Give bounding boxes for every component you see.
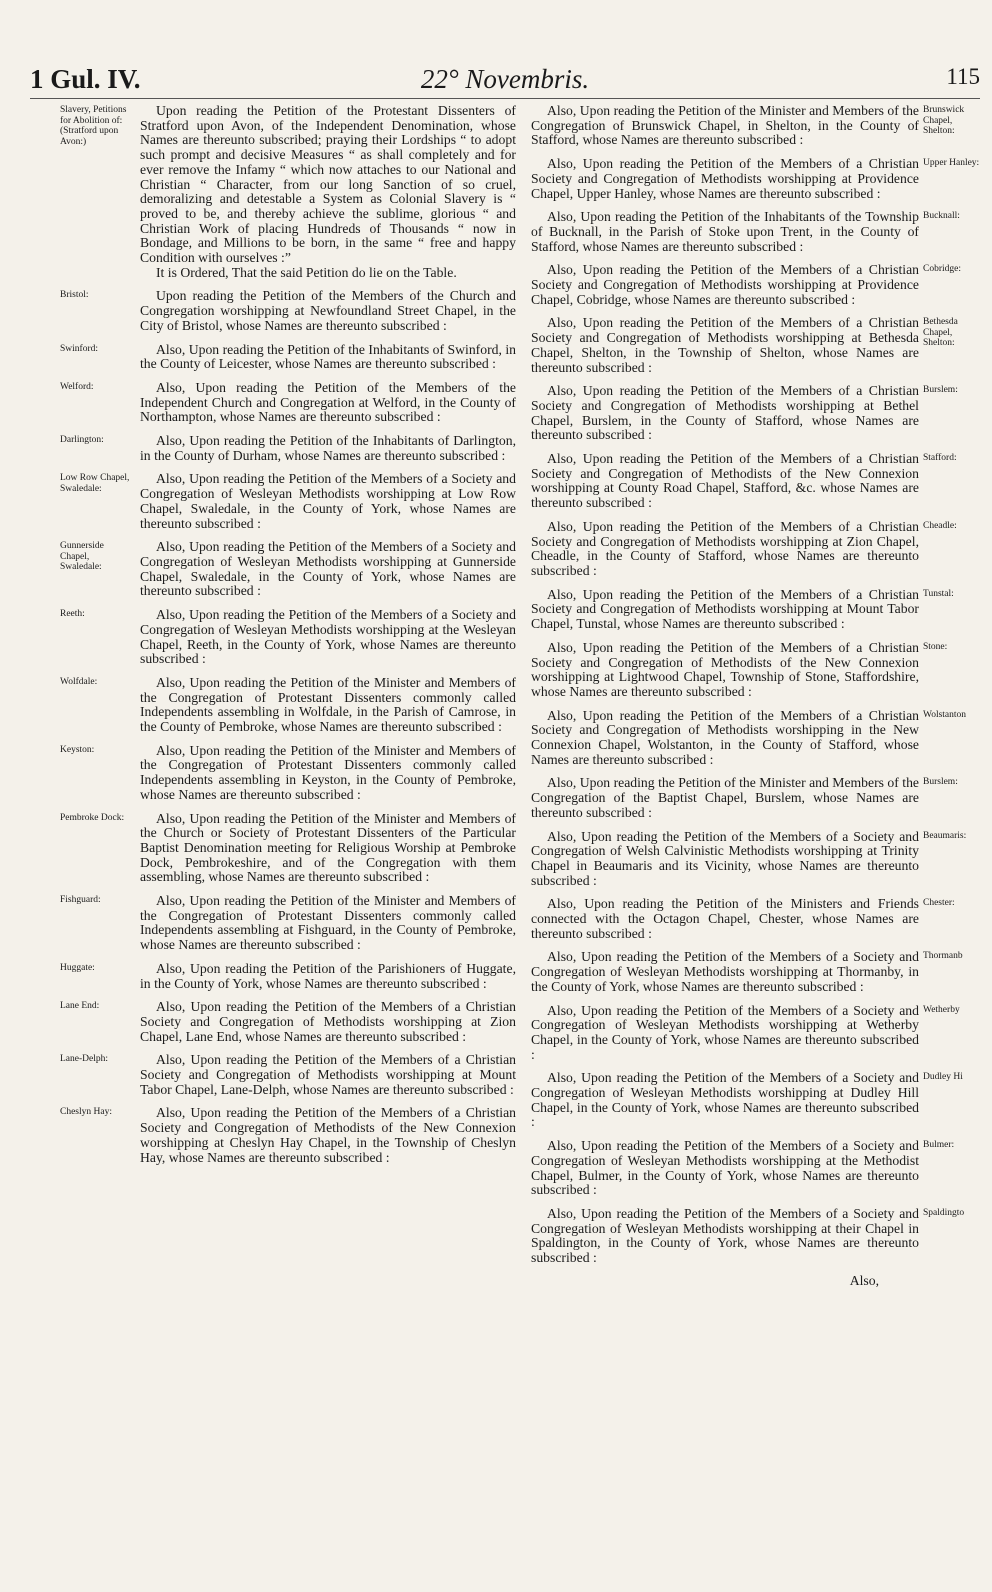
entry-text: Upon reading the Petition of the Protestant Dissenters of Stratford upon Avon, of the Independent Denomination, whose Names are thereunto subscribed; praying their Lordships “ to adopt such prompt and decisive Measures “ as shall completely and for ever remove the Infamy “ which now attaches to our National and Christian “ Character, from our long Sanction of so cruel, demoralizing and detestable a System as Colonial Slavery is “ proved to be, and thereby achieve the sublime, glorious “ and Christian Work of placing Hundreds of Thousands “ now in Bondage, and Millions to be born, in the same “ free and happy Condition with ourselves :” xyxy=(140,103,516,266)
petition-entry xyxy=(60,1105,516,1165)
entry-text: Also, Upon reading the Petition of the Members of a Society and Congregation of Wesleyan Methodists worshipping at Thormanby, in the County of York, whose Names are thereunto subscribed : xyxy=(531,949,919,994)
margin-note: Lane End: xyxy=(60,1001,100,1012)
margin-note: Wolstanton xyxy=(923,709,967,720)
entry-text: Also, Upon reading the Petition of the Minister and Members of the Church or Society of Protestant Dissenters of the Particular Baptist Denomination meeting for Religious Worship at Pembroke Dock, Pembrokeshire, and of the Congregation with them assembling, whose Names are thereunto subscribed : xyxy=(140,810,516,885)
petition-entry xyxy=(60,893,516,953)
petition-entry xyxy=(531,586,954,632)
petition-entry xyxy=(531,775,958,820)
margin-note: Tunstal: xyxy=(923,588,954,599)
entry-text: Also, Upon reading the Petition of the Members of a Society and Congregation of Wesleyan Methodists worshipping at the Wesleyan Chapel, Reeth, in the County of York, whose Names are thereunto subscribed : xyxy=(140,607,516,667)
margin-note: Welford: xyxy=(60,381,94,392)
margin-note: Wetherby xyxy=(923,1004,960,1015)
petition-entry xyxy=(60,999,516,1044)
entry-text: Also, Upon reading the Petition of the Members of a Christian Society and Congregation of Methodists of the New Connexion worshipping at Lightwood Chapel, Township of Stone, Staffordshire, whose Names are thereunto subscribed : xyxy=(531,639,919,699)
petition-entry xyxy=(531,103,965,148)
margin-note: Cobridge: xyxy=(923,264,961,275)
petition-entry xyxy=(531,451,957,511)
entry-text: Also, Upon reading the Petition of the Members of a Christian Society and Congregation of Methodists of the New Connexion worshipping at Cheslyn Hay Chapel, in the Township of Cheslyn Hay, whose Names are thereunto subscribed : xyxy=(140,1105,516,1165)
entry-text: Also, Upon reading the Petition of the Members of a Christian Society and Congregation of Methodists worshipping at Bethel Chapel, Burslem, in the County of Stafford, whose Names are thereunto subscribed : xyxy=(531,383,919,443)
entry-text: Also, Upon reading the Petition of the Members of a Christian Society and Congregation of Methodists worshipping at Bethesda Chapel, Shelton, in the Township of Shelton, whose Names are thereunto subscribed : xyxy=(531,315,919,375)
entry-text: Also, Upon reading the Petition of the Members of a Christian Society and Congregation of Methodists worshipping in the New Connexion Chapel, Wolstanton, in the County of Stafford, whose Names are thereunto subscribed : xyxy=(531,707,919,767)
entry-text: Also, Upon reading the Petition of the Parishioners of Huggate, in the County of York, whose Names are thereunto subscribed : xyxy=(140,960,516,991)
petition-entry xyxy=(531,1002,960,1063)
header-rule xyxy=(30,98,980,99)
petition-entry xyxy=(60,960,516,991)
margin-note: Bucknall: xyxy=(923,211,960,222)
entry-text: Also, Upon reading the Petition of the Inhabitants of the Township of Bucknall, in the Parish of Stoke upon Trent, in the County of Stafford, whose Names are thereunto subscribed : xyxy=(531,209,919,254)
petition-entry xyxy=(531,383,958,443)
margin-note: Reeth: xyxy=(60,609,85,620)
margin-note: Low Row Chapel, Swaledale: xyxy=(60,473,130,494)
entry-text: Also, Upon reading the Petition of the Members of a Society and Congregation of Wesleyan Methodists worshipping at Dudley Hill Chapel, in the County of York, whose Names are thereunto subscribed : xyxy=(531,1070,919,1130)
right-column xyxy=(531,103,980,1289)
page-number: 115 xyxy=(946,64,980,89)
petition-entry xyxy=(531,209,960,254)
entry-text: Also, Upon reading the Petition of the Members of a Society and Congregation of Wesleyan Methodists worshipping at Wetherby Chapel, in the County of York, whose Names are thereunto subscribed : xyxy=(531,1002,919,1062)
petition-entry xyxy=(531,639,948,700)
margin-note: Stafford: xyxy=(923,453,957,464)
entry-text: Also, Upon reading the Petition of the Members of a Society and Congregation of Wesleyan Methodists worshipping at Low Row Chapel, Swaledale, in the County of York, whose Names are thereunto subscribed : xyxy=(140,471,516,531)
margin-note: Wolfdale: xyxy=(60,676,98,687)
petition-entry xyxy=(60,1052,516,1097)
margin-note: Thormanb xyxy=(923,951,963,962)
petition-entry xyxy=(531,896,955,941)
margin-note: Darlington: xyxy=(60,435,104,446)
entry-text: Also, Upon reading the Petition of the Members of a Society and Congregation of Wesleyan Methodists worshipping at the Methodist Chapel, Bulmer, in the County of York, whose Names are thereunto subscribed : xyxy=(531,1138,919,1198)
margin-note: Beaumaris: xyxy=(923,830,967,841)
reign-title: 1 Gul. IV. xyxy=(30,64,141,94)
entry-text: Also, Upon reading the Petition of the Minister and Members of the Congregation of Protestant Dissenters commonly called Independents assembling at Fishguard, in the County of Pembroke, whose Names are thereunto subscribed : xyxy=(140,893,516,953)
petition-entry xyxy=(531,315,958,375)
petition-entry xyxy=(60,103,516,280)
entry-text: Also, Upon reading the Petition of the Minister and Members of the Congregation of Brunswick Chapel, in Shelton, in the County of Stafford, whose Names are thereunto subscribed : xyxy=(531,103,919,148)
entry-text: Also, Upon reading the Petition of the Inhabitants of Darlington, in the County of Durham, whose Names are thereunto subscribed : xyxy=(140,433,516,463)
entry-text: Also, Upon reading the Petition of the Inhabitants of Swinford, in the County of Leicester, whose Names are thereunto subscribed : xyxy=(140,341,516,372)
entry-text: Also, Upon reading the Petition of the Members of a Christian Society and Congregation of Methodists of the New Connexion worshipping at County Road Chapel, Stafford, &c. whose Names are thereunto subscribed : xyxy=(531,451,919,511)
petition-entry xyxy=(531,156,980,201)
left-column xyxy=(60,103,516,1174)
petition-entry xyxy=(60,674,516,735)
entry-text: Also, Upon reading the Petition of the Members of a Christian Society and Congregation of Methodists worshipping at Providence Chapel, Cobridge, whose Names are thereunto subscribed : xyxy=(531,262,919,307)
margin-note: Cheslyn Hay: xyxy=(60,1107,112,1118)
entry-text: Also, Upon reading the Petition of the Members of a Christian Society and Congregation of Methodists worshipping at Zion Chapel, Lane End, whose Names are thereunto subscribed : xyxy=(140,999,516,1044)
margin-note: Burslem: xyxy=(923,777,958,788)
petition-entry xyxy=(531,949,963,994)
margin-note: Bristol: xyxy=(60,290,89,301)
petition-entry xyxy=(531,828,967,889)
margin-note: Keyston: xyxy=(60,744,95,755)
petition-entry xyxy=(60,742,516,803)
margin-note: Brunswick Chapel, Shelton: xyxy=(923,105,965,136)
margin-note: Lane-Delph: xyxy=(60,1054,109,1065)
catchword: Also, xyxy=(849,1272,879,1288)
margin-note: Pembroke Dock: xyxy=(60,812,125,823)
petition-entry xyxy=(60,433,516,463)
petition-entry xyxy=(60,607,516,667)
margin-note: Stone: xyxy=(923,641,948,652)
petition-entry xyxy=(531,1070,963,1130)
entry-text: Also, Upon reading the Petition of the Members of the Independent Church and Congregation at Welford, in the County of Northampton, whose Names are thereunto subscribed : xyxy=(140,379,516,425)
petition-entry xyxy=(60,288,516,333)
petition-entry xyxy=(60,379,516,425)
page-date: 22° Novembris. xyxy=(420,64,590,94)
entry-text: Also, Upon reading the Petition of the Members of a Society and Congregation of Welsh Calvinistic Methodists worshipping at Trinity Chapel in Beaumaris and its Vicinity, whose Names are thereunto subscribed : xyxy=(531,828,919,888)
margin-note: Slavery, Petitions for Abolition of: (Stratford upon Avon:) xyxy=(60,105,127,147)
page-header xyxy=(30,64,980,98)
margin-note: Burslem: xyxy=(923,385,958,396)
margin-note: Fishguard: xyxy=(60,895,101,906)
margin-note: Huggate: xyxy=(60,962,95,973)
entry-order: It is Ordered, That the said Petition do lie on the Table. xyxy=(156,264,457,280)
entry-text: Also, Upon reading the Petition of the Minister and Members of the Congregation of the Baptist Chapel, Burslem, whose Names are thereunto subscribed : xyxy=(531,775,919,820)
entry-text: Also, Upon reading the Petition of the Members of a Society and Congregation of Wesleyan Methodists worshipping at their Chapel in Spaldington, in the County of York, whose Names are thereunto subscribed : xyxy=(531,1206,919,1266)
petition-entry xyxy=(531,1206,965,1266)
petition-entry xyxy=(531,707,967,768)
margin-note: Dudley Hi xyxy=(923,1072,963,1083)
petition-entry xyxy=(531,262,961,307)
entry-text: Also, Upon reading the Petition of the Members of a Christian Society and Congregation of Methodists worshipping at Providence Chapel, Upper Hanley, whose Names are thereunto subscribed : xyxy=(531,156,919,201)
entry-text: Upon reading the Petition of the Members of the Church and Congregation worshipping at Newfoundland Street Chapel, in the City of Bristol, whose Names are thereunto subscribed : xyxy=(140,288,516,333)
margin-note: Bulmer: xyxy=(923,1140,955,1151)
entry-text: Also, Upon reading the Petition of the Members of a Christian Society and Congregation of Methodists worshipping at Zion Chapel, Cheadle, in the County of Stafford, whose Names are thereunto subscribed : xyxy=(531,518,919,578)
petition-entry xyxy=(60,341,516,372)
petition-entry xyxy=(531,1138,955,1198)
entry-text: Also, Upon reading the Petition of the Members of a Christian Society and Congregation of Methodists worshipping at Mount Tabor Chapel, Lane-Delph, whose Names are thereunto subscribed : xyxy=(140,1052,516,1097)
entry-text: Also, Upon reading the Petition of the Minister and Members of the Congregation of Protestant Dissenters commonly called Independents assembling in Keyston, in the County of Pembroke, whose Names are thereunto subscribed : xyxy=(140,742,516,802)
petition-entry xyxy=(60,471,516,531)
margin-note: Cheadle: xyxy=(923,520,957,531)
petition-entry xyxy=(60,810,516,886)
margin-note: Gunnerside Chapel, Swaledale: xyxy=(60,541,104,573)
petition-entry xyxy=(60,539,516,599)
margin-note: Swinford: xyxy=(60,343,98,354)
entry-text: Also, Upon reading the Petition of the Members of a Society and Congregation of Wesleyan Methodists worshipping at Gunnerside Chapel, Swaledale, in the County of York, whose Names are thereunto subscribed : xyxy=(140,539,516,599)
entry-text: Also, Upon reading the Petition of the Ministers and Friends connected with the Octagon Chapel, Chester, whose Names are thereunto subscribed : xyxy=(531,896,919,941)
entry-text: Also, Upon reading the Petition of the Minister and Members of the Congregation of Protestant Dissenters commonly called Independents assembling in Wolfdale, in the Parish of Camrose, in the County of Pembroke, whose Names are thereunto subscribed : xyxy=(140,674,516,735)
margin-note: Bethesda Chapel, Shelton: xyxy=(923,317,958,349)
petition-entry xyxy=(531,518,957,579)
margin-note: Spaldingto xyxy=(923,1208,965,1218)
margin-note: Chester: xyxy=(923,898,955,909)
entry-text: Also, Upon reading the Petition of the Members of a Christian Society and Congregation of Methodists worshipping at Mount Tabor Chapel, Tunstal, whose Names are thereunto subscribed : xyxy=(531,586,919,632)
margin-note: Upper Hanley: xyxy=(923,158,980,169)
